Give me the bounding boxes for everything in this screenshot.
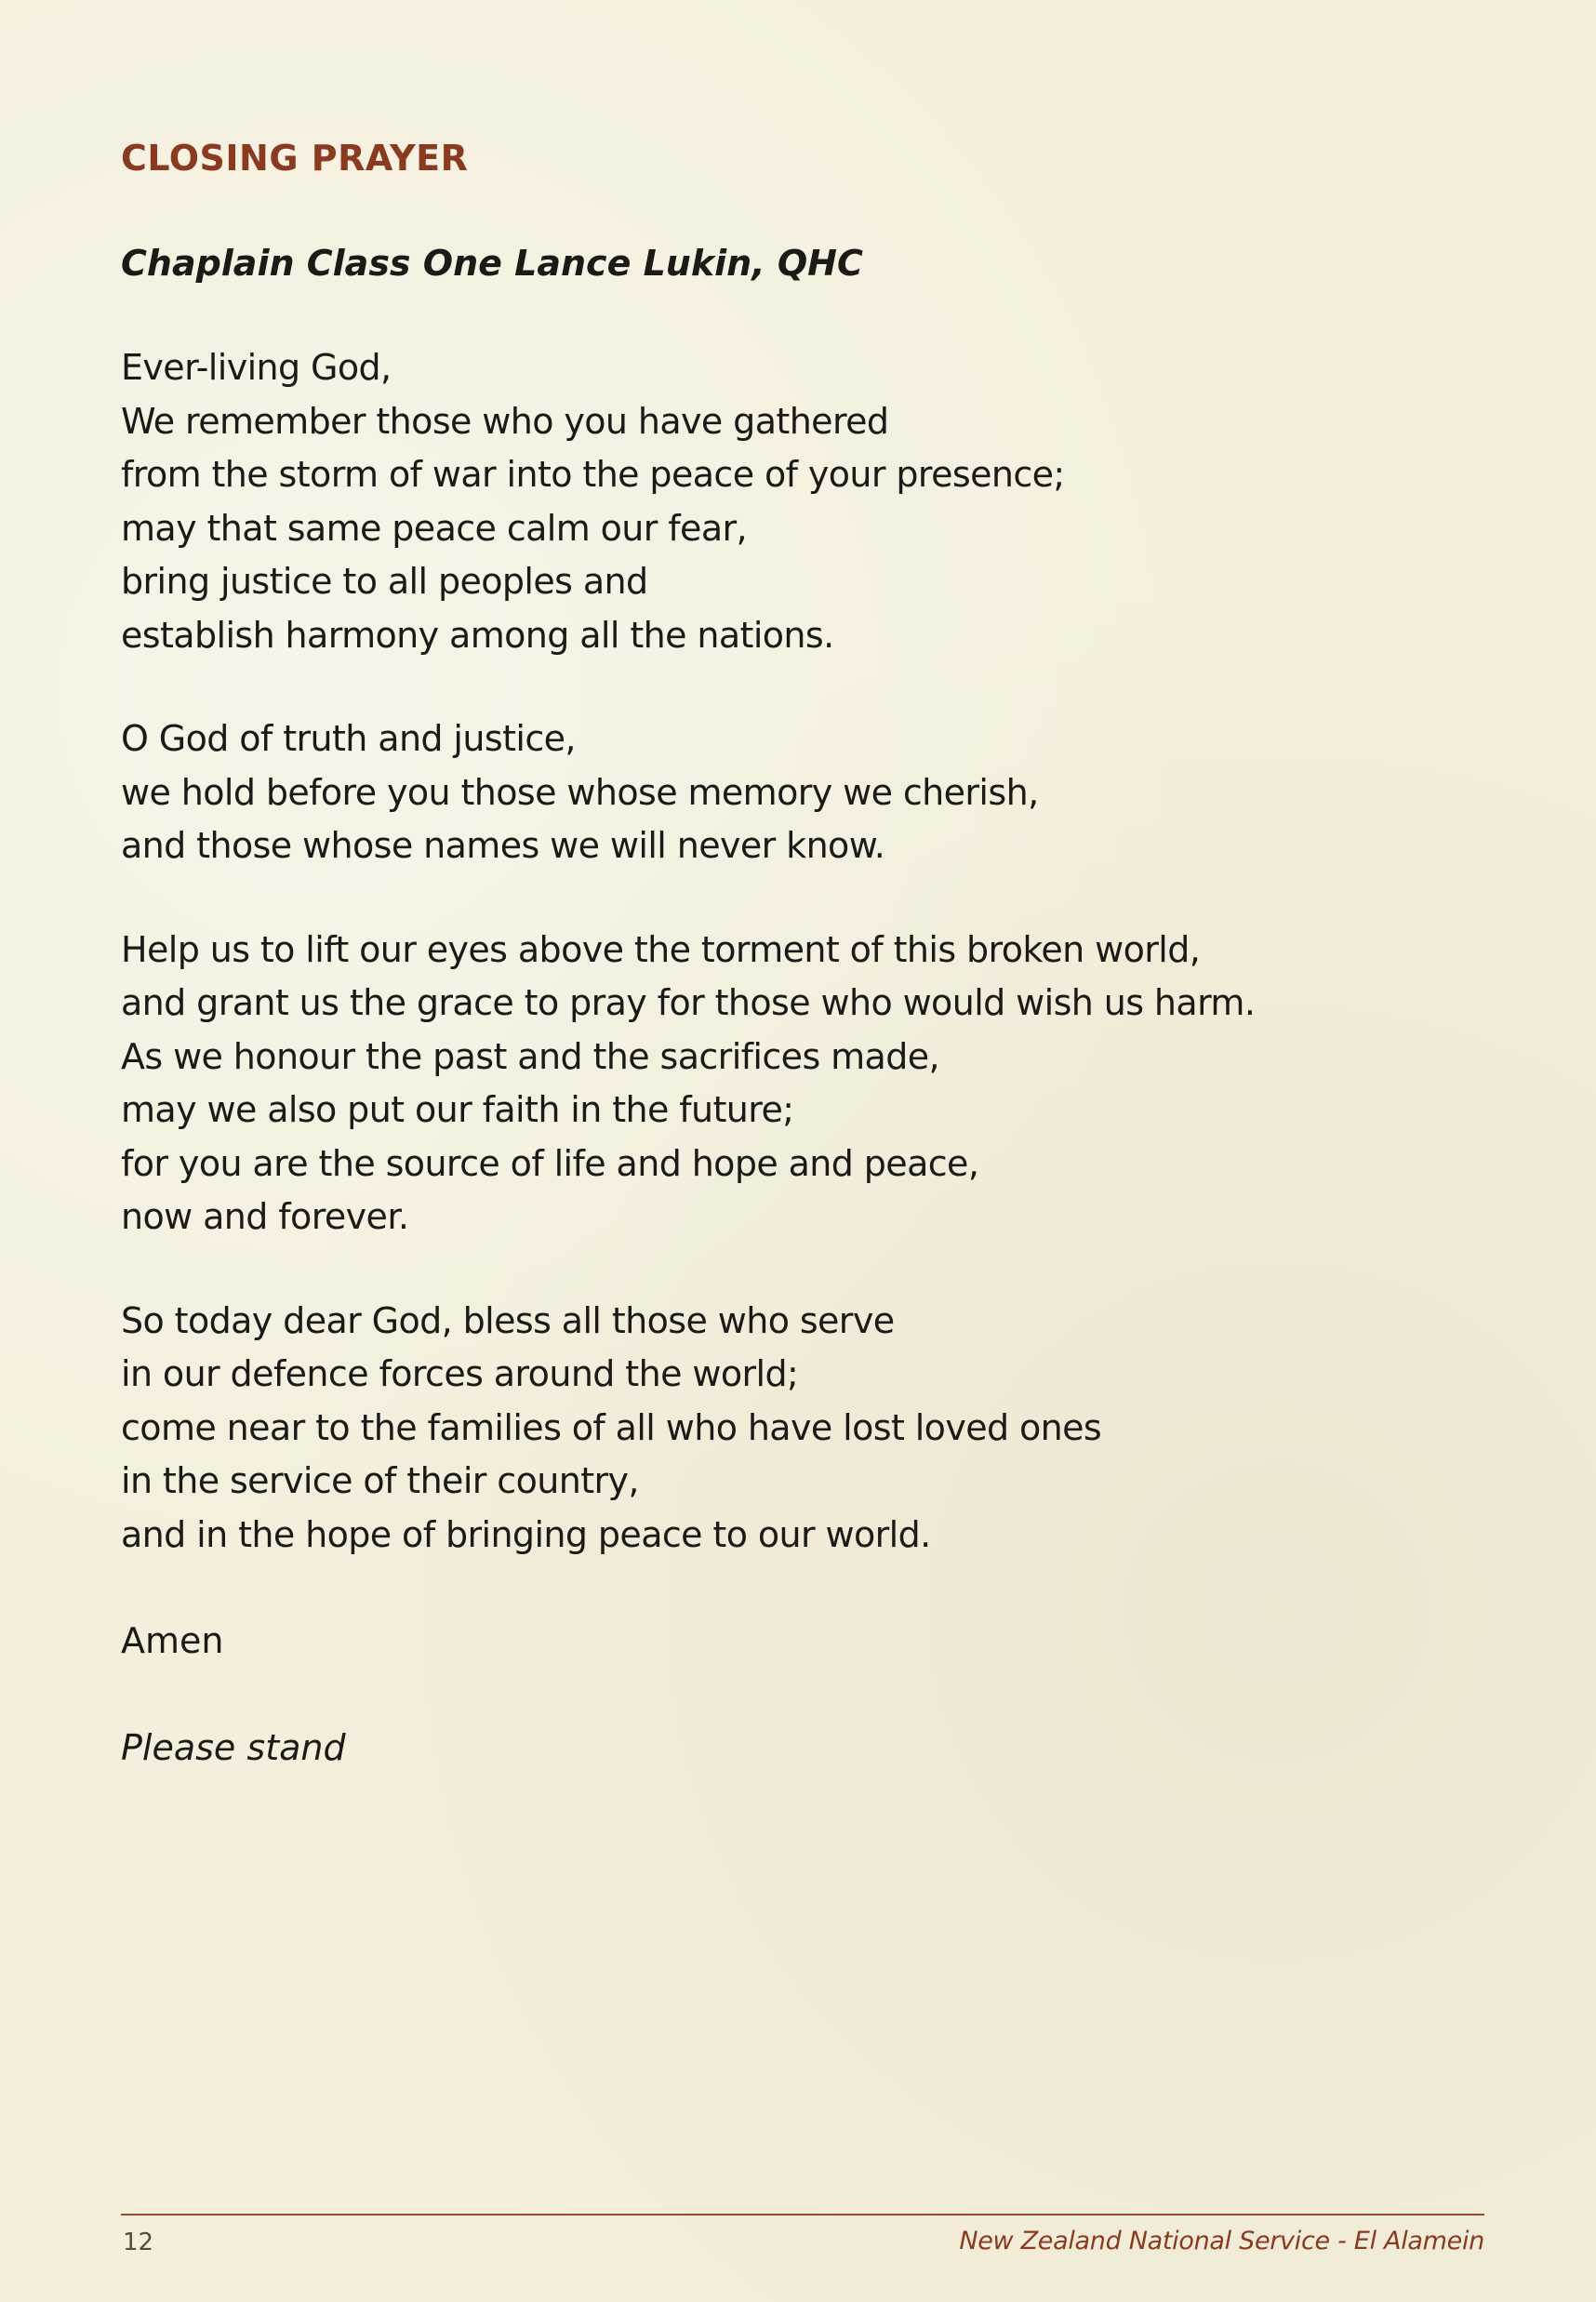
publication-title: New Zealand National Service - El Alamein [959,2227,1484,2255]
section-heading: CLOSING PRAYER [121,138,469,179]
prayer-stanza-3 [121,924,1470,1244]
prayer-line: We remember those who you have gathered [121,400,889,442]
prayer-line: and those whose names we will never know. [121,825,885,866]
page-number: 12 [123,2229,154,2256]
prayer-line: may we also put our faith in the future; [121,1089,794,1130]
prayer-stanza-1 [121,341,1470,662]
amen-text: Amen [121,1620,224,1661]
prayer-line: from the storm of war into the peace of your presence; [121,454,1065,495]
prayer-line: establish harmony among all the nations. [121,614,834,656]
stand-instruction: Please stand [121,1726,346,1768]
prayer-content [121,130,1470,1775]
prayer-line: As we honour the past and the sacrifices made, [121,1035,940,1077]
prayer-line: in our defence forces around the world; [121,1353,799,1394]
prayer-line: may that same peace calm our fear, [121,507,748,549]
prayer-line: now and forever. [121,1196,409,1237]
prayer-line: So today dear God, bless all those who serve [121,1299,895,1341]
prayer-line: Ever-living God, [121,347,392,388]
prayer-line: for you are the source of life and hope and peace, [121,1142,979,1184]
prayer-line: come near to the families of all who have lost loved ones [121,1406,1102,1448]
prayer-line: in the service of their country, [121,1460,639,1501]
prayer-line: and grant us the grace to pray for those who would wish us harm. [121,982,1256,1023]
prayer-line: bring justice to all peoples and [121,561,648,602]
prayer-line: O God of truth and justice, [121,718,576,759]
prayer-line: Help us to lift our eyes above the torment of this broken world, [121,928,1201,970]
prayer-stanza-4 [121,1295,1470,1563]
speaker-name: Chaplain Class One Lance Lukin, QHC [121,243,863,284]
prayer-stanza-2 [121,712,1470,873]
prayer-line: and in the hope of bringing peace to our world. [121,1513,931,1555]
footer-divider [121,2214,1484,2216]
prayer-line: we hold before you those whose memory we cherish, [121,771,1039,813]
